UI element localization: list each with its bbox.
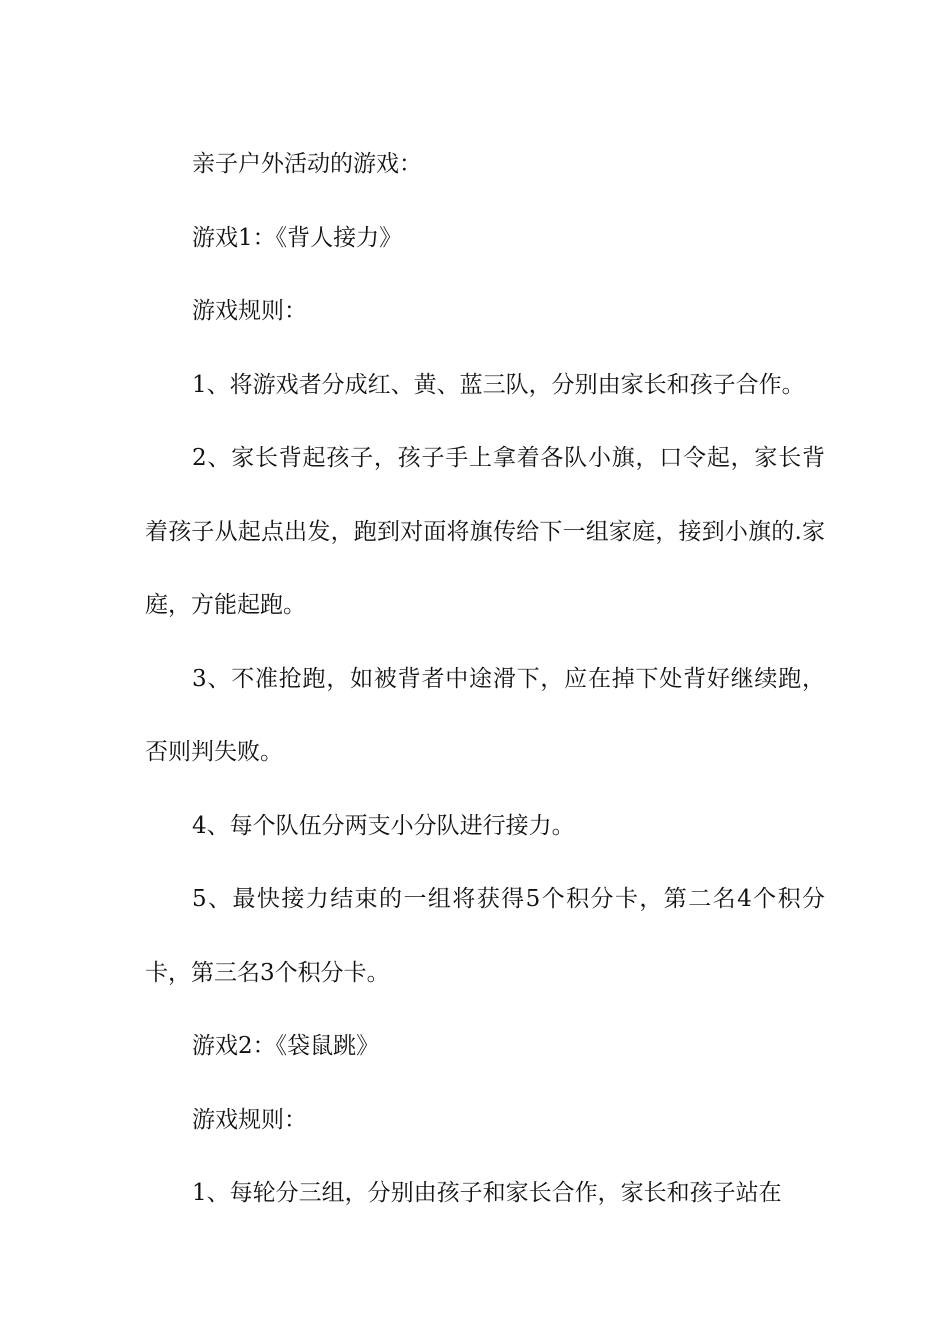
- game-1-rule-4: 4、每个队伍分两支小分队进行接力。: [192, 812, 575, 839]
- game-1-rule-3: 3、不准抢跑，如被背者中途滑下，应在掉下处背好继续跑，否则判失败。: [145, 665, 825, 765]
- game-1-rule-2: 2、家长背起孩子，孩子手上拿着各队小旗，口令起，家长背着孩子从起点出发，跑到对面将旗传给下一组家庭，接到小旗的.家庭，方能起跑。: [145, 445, 825, 618]
- game-1-rule-1: 1、将游戏者分成红、黄、蓝三队，分别由家长和孩子合作。: [192, 371, 805, 398]
- game-2-rules-heading: 游戏规则：: [192, 1106, 307, 1133]
- game-1-title: 游戏1：《背人接力》: [192, 224, 403, 251]
- game-2-rule-1: 1、每轮分三组，分别由孩子和家长合作，家长和孩子站在: [192, 1180, 782, 1206]
- document-body: [145, 128, 825, 1231]
- intro-heading: 亲子户外活动的游戏：: [192, 151, 422, 177]
- game-2-title: 游戏2：《袋鼠跳》: [192, 1033, 380, 1059]
- game-1-rules-heading: 游戏规则：: [192, 298, 307, 324]
- game-1-rule-5: 5、最快接力结束的一组将获得5个积分卡，第二名4个积分卡，第三名3个积分卡。: [145, 886, 825, 986]
